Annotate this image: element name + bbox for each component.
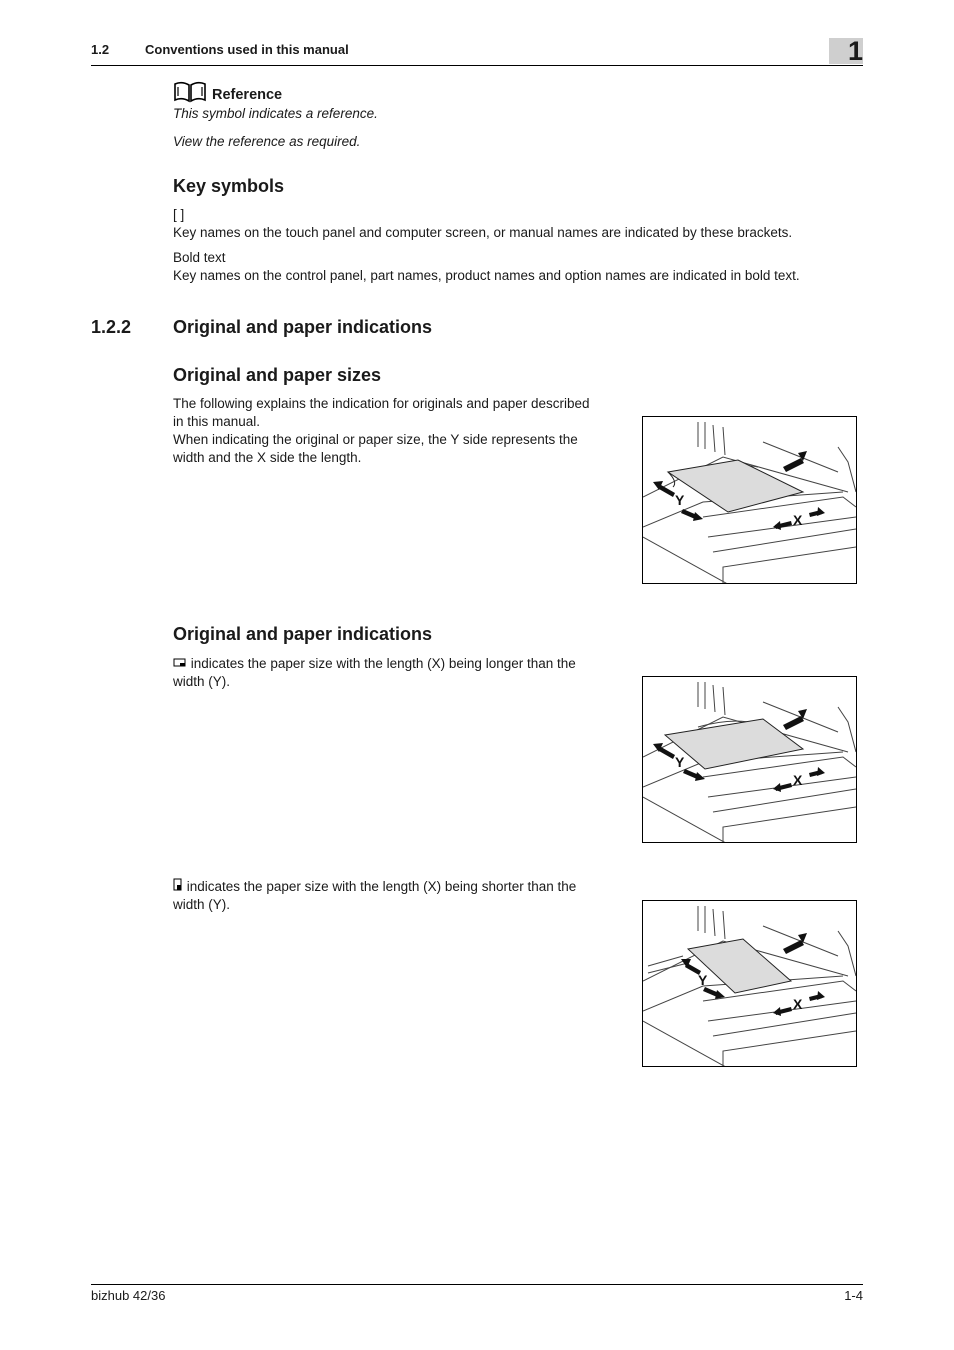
portrait-line-1: indicates the paper size with the length (X) being shorter than the [186,879,577,894]
footer-model: bizhub 42/36 [91,1288,166,1303]
paper-sizes-line-3: When indicating the original or paper size, the Y side represents the [173,432,578,447]
book-icon [173,80,207,104]
paper-sizes-line-2: in this manual. [173,414,261,429]
paper-sizes-line-4: width and the X side the length. [173,450,362,465]
chapter-number: 1 [847,36,863,66]
figure-label-x: X [793,512,803,528]
portrait-line-1-wrap [173,878,576,896]
section-number: 1.2.2 [91,317,132,337]
figure-label-x: X [793,772,803,788]
portrait-line-2: width (Y). [173,897,231,912]
header-divider [91,65,863,66]
figure-label-y: Y [675,492,685,508]
scanner-figure-portrait [642,900,857,1067]
landscape-line-2: width (Y). [173,674,231,689]
reference-line-2: View the reference as required. [173,134,361,149]
footer-divider [91,1284,863,1285]
paper-sizes-heading: Original and paper sizes [173,365,382,385]
brackets-symbol: [ ] [173,207,185,222]
landscape-paper-icon [173,655,187,673]
bold-text-label: Bold text [173,250,226,265]
footer-page-number: 1-4 [844,1288,863,1303]
header-section-number: 1.2 [91,42,110,57]
figure-label-y: Y [698,972,708,988]
bold-text-description: Key names on the control panel, part names, product names and option names are indicated in bold text. [173,268,800,283]
reference-label: Reference [212,87,283,103]
figure-label-y: Y [675,754,685,770]
landscape-line-1-wrap [173,655,576,673]
key-symbols-heading: Key symbols [173,176,285,196]
header-section-title: Conventions used in this manual [145,42,349,57]
portrait-paper-icon [173,878,183,896]
paper-sizes-line-1: The following explains the indication for originals and paper described [173,396,590,411]
section-title: Original and paper indications [173,317,433,337]
scanner-figure-generic [642,416,857,584]
figure-label-x: X [793,996,803,1012]
brackets-description: Key names on the touch panel and computer screen, or manual names are indicated by these brackets. [173,225,793,240]
scanner-figure-landscape [642,676,857,843]
landscape-line-1: indicates the paper size with the length (X) being longer than the [190,656,576,671]
paper-indications-heading: Original and paper indications [173,624,433,644]
reference-line-1: This symbol indicates a reference. [173,106,378,121]
